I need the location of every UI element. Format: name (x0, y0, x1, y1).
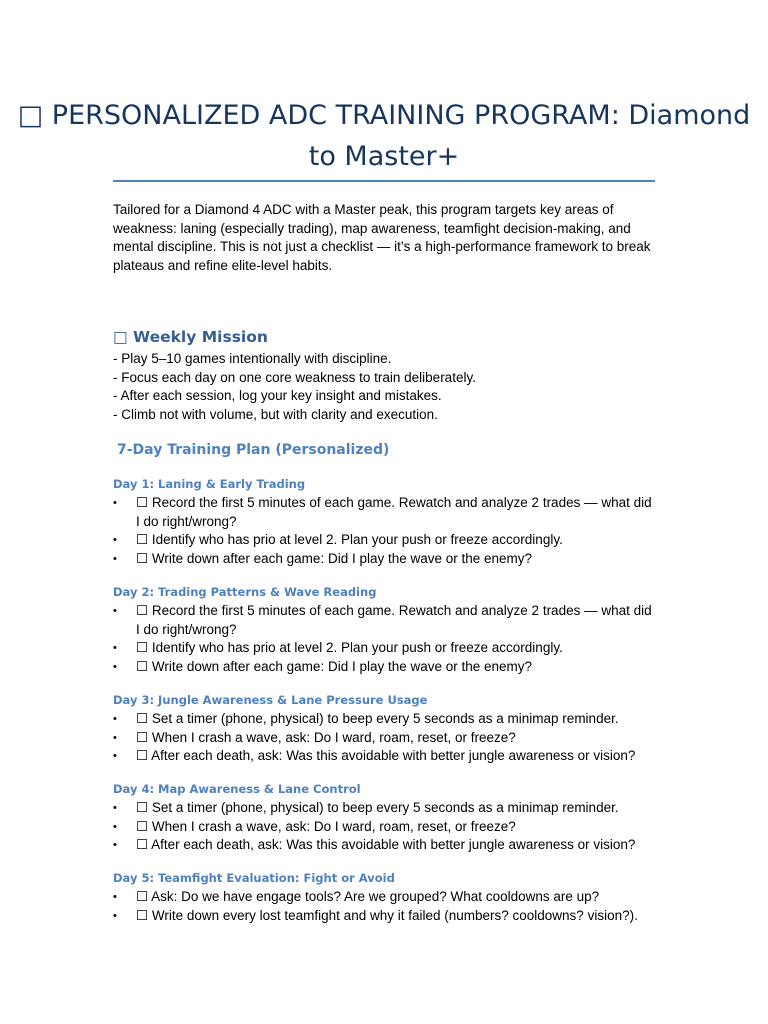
checklist-item-text: ☐ Ask: Do we have engage tools? Are we grouped? What cooldowns are up? (136, 889, 600, 904)
checklist-item-text: ☐ When I crash a wave, ask: Do I ward, roam, reset, or freeze? (136, 818, 516, 834)
title-underline (113, 180, 655, 182)
bullet-icon: • (113, 731, 117, 744)
checklist-item (113, 550, 658, 569)
bullet-icon: • (113, 642, 117, 654)
checklist-item-text: ☐ Record the first 5 minutes of each game. Rewatch and analyze 2 trades — what did I do right/wrong? (136, 603, 652, 637)
checklist-item-text: ☐ Set a timer (phone, physical) to beep every 5 seconds as a minimap reminder. (136, 711, 619, 726)
day-4-title: Day 4: Map Awareness & Lane Control (113, 782, 361, 796)
checklist-item-text: ☐ After each death, ask: Was this avoidable with better jungle awareness or vision? (136, 837, 636, 852)
checklist-item (113, 888, 658, 907)
weekly-mission-line: - Climb not with volume, but with clarity and execution. (113, 406, 438, 422)
bullet-icon: • (113, 534, 117, 546)
checklist-item (113, 710, 658, 729)
bullet-icon: • (113, 552, 117, 565)
checklist-item-text: ☐ Identify who has prio at level 2. Plan your push or freeze accordingly. (136, 532, 563, 547)
checklist-item (113, 799, 658, 818)
weekly-mission-heading: □ Weekly Mission (113, 328, 268, 346)
bullet-icon: • (113, 750, 117, 762)
checklist-item-text: ☐ Write down after each game: Did I play the wave or the enemy? (136, 550, 533, 566)
weekly-mission-line: - After each session, log your key insight and mistakes. (113, 388, 442, 403)
day-2-title: Day 2: Trading Patterns & Wave Reading (113, 585, 377, 599)
checklist-item-text: ☐ Record the first 5 minutes of each game. Rewatch and analyze 2 trades — what did I do right/wrong? (136, 495, 652, 529)
intro-paragraph: Tailored for a Diamond 4 ADC with a Master peak, this program targets key areas of weakness: laning (especially trading), map awareness, teamfight decision-making, and mental discipline. This is not just a checklist — it’s a high-performance framework to break plateaus and refine elite-level habits. (113, 202, 651, 273)
checklist-item (113, 907, 658, 926)
checklist-item (113, 818, 658, 837)
checklist-item-text: ☐ Write down after each game: Did I play the wave or the enemy? (136, 658, 533, 674)
checklist-item (113, 658, 658, 677)
bullet-icon: • (113, 497, 117, 509)
day-5-title: Day 5: Teamfight Evaluation: Fight or Avoid (113, 871, 395, 885)
day-1-checklist (113, 494, 658, 568)
checklist-item-text: ☐ After each death, ask: Was this avoidable with better jungle awareness or vision? (136, 748, 636, 763)
checklist-item (113, 531, 658, 550)
weekly-mission-list (113, 350, 653, 424)
bullet-icon: • (113, 891, 117, 903)
day-2-checklist (113, 602, 658, 676)
weekly-mission-line: - Focus each day on one core weakness to train deliberately. (113, 369, 476, 385)
checklist-item (113, 747, 658, 766)
bullet-icon: • (113, 839, 117, 851)
weekly-mission-line: - Play 5–10 games intentionally with discipline. (113, 351, 392, 366)
day-3-checklist (113, 710, 658, 766)
training-plan-heading: 7-Day Training Plan (Personalized) (117, 442, 390, 458)
checklist-item (113, 494, 658, 531)
day-1-title: Day 1: Laning & Early Trading (113, 477, 306, 491)
day-4-checklist (113, 799, 658, 855)
checklist-item (113, 836, 658, 855)
document-title: □ PERSONALIZED ADC TRAINING PROGRAM: Diamond to Master+ (17, 100, 751, 172)
day-5-checklist (113, 888, 658, 925)
day-3-title: Day 3: Jungle Awareness & Lane Pressure Usage (113, 693, 428, 707)
checklist-item-text: ☐ When I crash a wave, ask: Do I ward, roam, reset, or freeze? (136, 729, 516, 745)
checklist-item (113, 602, 658, 639)
checklist-item-text: ☐ Set a timer (phone, physical) to beep every 5 seconds as a minimap reminder. (136, 800, 619, 815)
checklist-item (113, 639, 658, 658)
bullet-icon: • (113, 660, 117, 673)
bullet-icon: • (113, 820, 117, 833)
bullet-icon: • (113, 909, 117, 922)
checklist-item (113, 729, 658, 748)
bullet-icon: • (113, 802, 117, 814)
checklist-item-text: ☐ Write down every lost teamfight and why it failed (numbers? cooldowns? vision?). (136, 907, 638, 923)
bullet-icon: • (113, 605, 117, 617)
checklist-item-text: ☐ Identify who has prio at level 2. Plan your push or freeze accordingly. (136, 640, 563, 655)
bullet-icon: • (113, 713, 117, 725)
